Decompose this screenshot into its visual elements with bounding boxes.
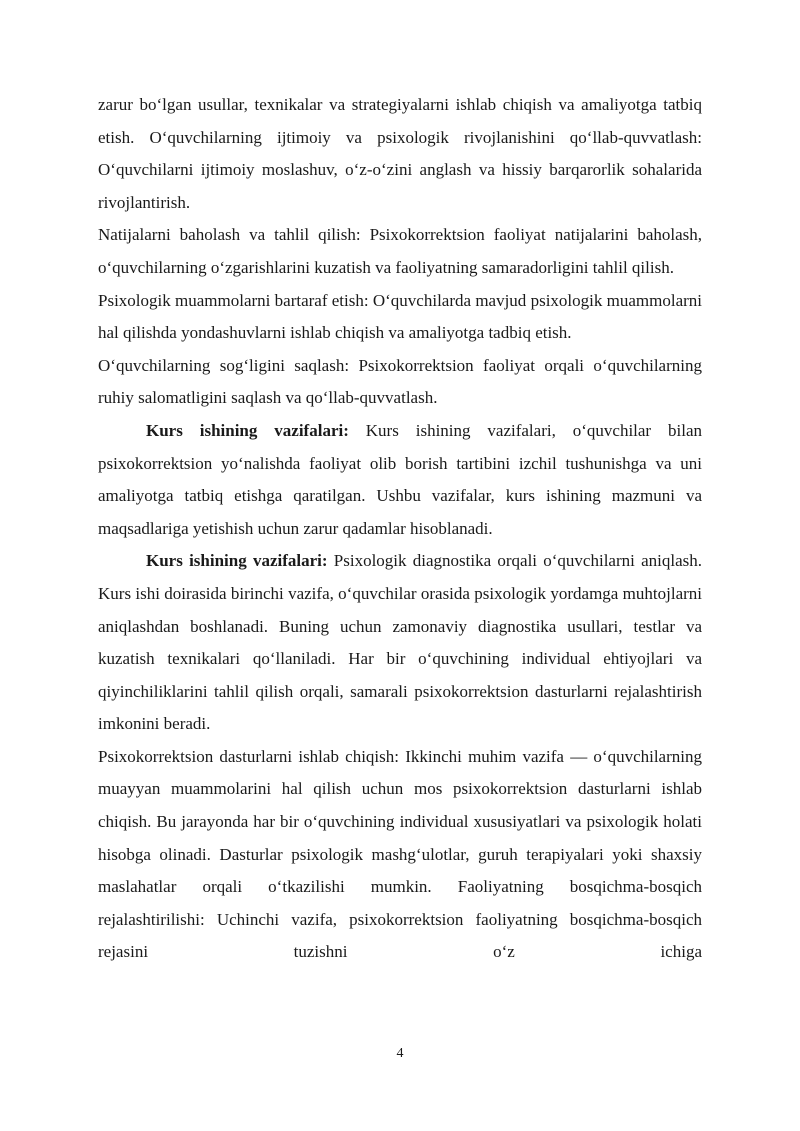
- paragraph-text: zarur boʻlgan usullar, texnikalar va strategiyalarni ishlab chiqish va amaliyotga tatbiq etish. Oʻquvchilarning ijtimoiy va psixologik rivojlanishini qoʻllab-quvvatlash: Oʻquvchilarni ijtimoiy moslashuv, oʻz-oʻzini anglash va hissiy barqarorlik sohalarida rivojlantirish.: [98, 95, 702, 212]
- paragraph-lead: Kurs ishining vazifalari:: [146, 420, 349, 440]
- paragraph-text: Natijalarni baholash va tahlil qilish: Psixokorrektsion faoliyat natijalarini baholash, oʻquvchilarning oʻzgarishlarini kuzatish va faoliyatning samaradorligini tahlil qilish.: [98, 225, 702, 277]
- paragraph-4: [98, 350, 702, 415]
- paragraph-text: Psixokorrektsion dasturlarni ishlab chiqish: Ikkinchi muhim vazifa — oʻquvchilarning muayyan muammolarini hal qilish uchun mos psixokorrektsion dasturlarni ishlab chiqish. Bu jarayonda har bir oʻquvchining individual xususiyatlari va psixologik holati hisobga olinadi. Dasturlar psixologik mashgʻulotlar, guruh terapiyalari yoki shaxsiy maslahatlar orqali oʻtkazilishi mumkin. Faoliyatning bosqichma-bosqich rejalashtirilishi: Uchinchi vazifa, psixokorrektsion faoliyatning bosqichma-bosqich rejasini tuzishni oʻz ichiga: [98, 746, 702, 962]
- paragraph-2: [98, 219, 702, 284]
- paragraph-3: [98, 285, 702, 350]
- paragraph-5: [98, 415, 702, 545]
- page-body: [98, 89, 702, 969]
- paragraph-text: Psixologik diagnostika orqali oʻquvchilarni aniqlash. Kurs ishi doirasida birinchi vazifa, oʻquvchilar orasida psixologik yordamga muhtojlarni aniqlashdan boshlanadi. Buning uchun zamonaviy diagnostika usullari, testlar va kuzatish texnikalari qoʻllaniladi. Har bir oʻquvchining individual ehtiyojlari va qiyinchiliklarini tahlil qilish orqali, samarali psixokorrektsion dasturlarni rejalashtirish imkonini beradi.: [98, 551, 702, 734]
- paragraph-text: Psixologik muammolarni bartaraf etish: Oʻquvchilarda mavjud psixologik muammolarni hal qilishda yondashuvlarni ishlab chiqish va amaliyotga tadbiq etish.: [98, 290, 702, 343]
- paragraph-7: [98, 741, 702, 969]
- paragraph-text: Oʻquvchilarning sogʻligini saqlash: Psixokorrektsion faoliyat orqali oʻquvchilarning ruhiy salomatligini saqlash va qoʻllab-quvvatlash.: [98, 355, 702, 408]
- paragraph-text: Kurs ishining vazifalari, oʻquvchilar bilan psixokorrektsion yoʻnalishda faoliyat olib borish tartibini izchil tushunishga va uni amaliyotga tatbiq etishga qaratilgan. Ushbu vazifalar, kurs ishining mazmuni va maqsadlariga yetishish uchun zarur qadamlar hisoblanadi.: [98, 420, 702, 538]
- page-number: 4: [396, 1046, 404, 1061]
- paragraph-lead: Kurs ishining vazifalari:: [146, 551, 328, 571]
- paragraph-1: [98, 89, 702, 219]
- paragraph-6: [98, 545, 702, 741]
